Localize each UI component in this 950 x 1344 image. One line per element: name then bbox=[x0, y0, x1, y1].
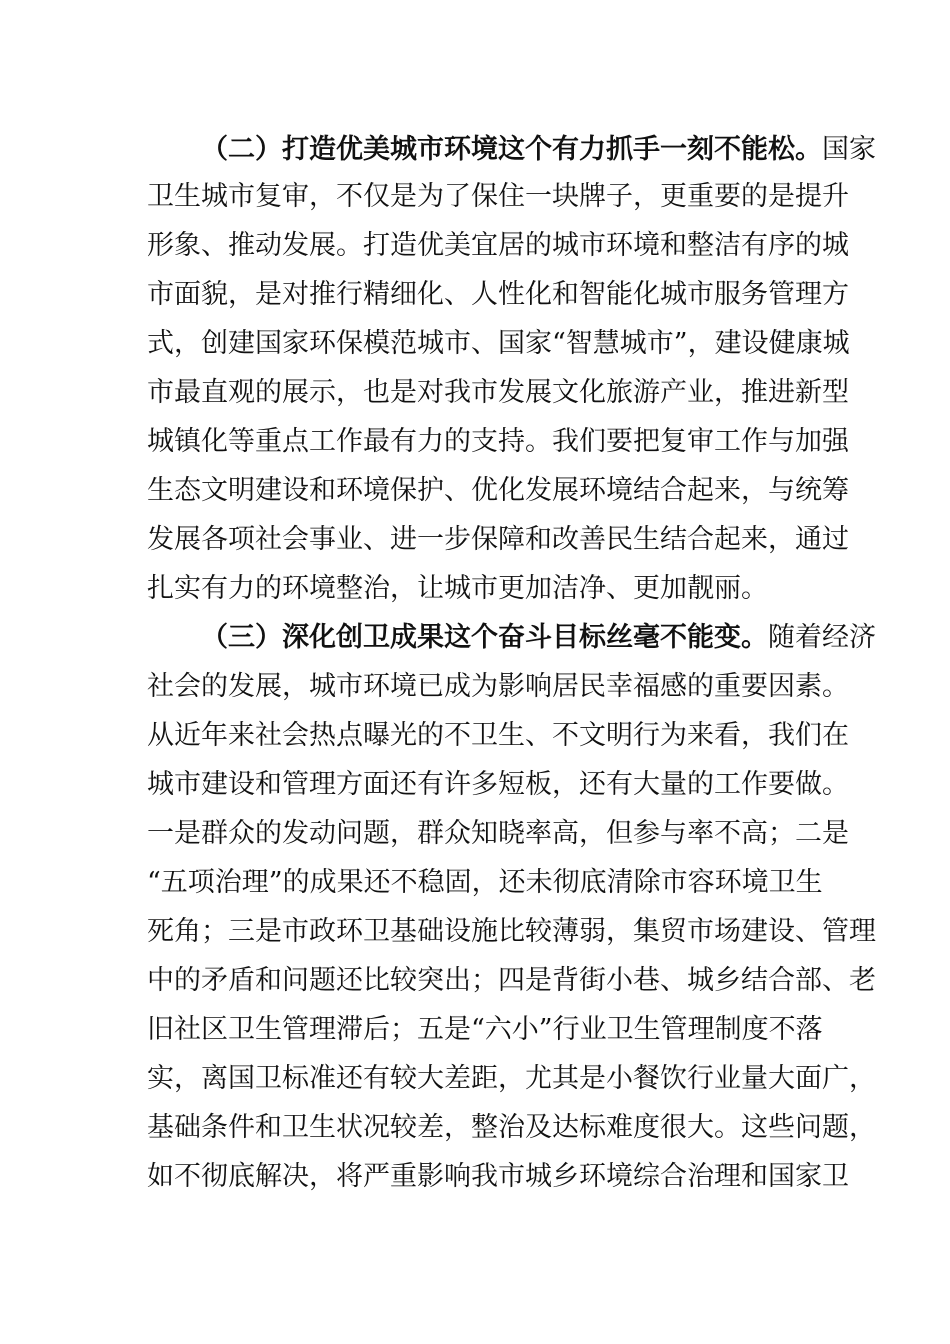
paragraph-1-line-1 bbox=[201, 130, 876, 170]
paragraph-2-text: 随着经济 bbox=[768, 622, 876, 653]
paragraph-1-line-2: 卫生城市复审，不仅是为了保住一块牌子，更重要的是提升 bbox=[147, 181, 849, 212]
paragraph-2-line-9: 旧社区卫生管理滞后；五是“六小”行业卫生管理制度不落 bbox=[147, 1014, 823, 1045]
paragraph-2-line-6: “五项治理”的成果还不稳固，还未彻底清除市容环境卫生 bbox=[147, 867, 823, 898]
paragraph-1-line-4: 市面貌，是对推行精细化、人性化和智能化城市服务管理方 bbox=[147, 279, 849, 310]
paragraph-2-line-2: 社会的发展，城市环境已成为影响居民幸福感的重要因素。 bbox=[147, 671, 849, 702]
paragraph-2-heading: （三）深化创卫成果这个奋斗目标丝毫不能变。 bbox=[201, 622, 768, 653]
paragraph-1-text: 国家 bbox=[822, 134, 876, 165]
paragraph-1-heading: （二）打造优美城市环境这个有力抓手一刻不能松。 bbox=[201, 134, 822, 165]
paragraph-2-line-5: 一是群众的发动问题，群众知晓率高，但参与率不高；二是 bbox=[147, 818, 849, 849]
paragraph-2-line-4: 城市建设和管理方面还有许多短板，还有大量的工作要做。 bbox=[147, 769, 849, 800]
paragraph-1-line-5: 式，创建国家环保模范城市、国家“智慧城市”，建设健康城 bbox=[147, 328, 850, 359]
paragraph-1-line-3: 形象、推动发展。打造优美宜居的城市环境和整洁有序的城 bbox=[147, 230, 849, 261]
paragraph-2-line-3: 从近年来社会热点曝光的不卫生、不文明行为来看，我们在 bbox=[147, 720, 849, 751]
paragraph-2-line-12: 如不彻底解决，将严重影响我市城乡环境综合治理和国家卫 bbox=[147, 1161, 849, 1192]
paragraph-2-line-11: 基础条件和卫生状况较差，整治及达标难度很大。这些问题， bbox=[147, 1112, 876, 1143]
paragraph-2-line-10: 实，离国卫标准还有较大差距，尤其是小餐饮行业量大面广， bbox=[147, 1063, 876, 1094]
paragraph-2-line-7: 死角；三是市政环卫基础设施比较薄弱，集贸市场建设、管理 bbox=[147, 916, 876, 947]
paragraph-1-line-8: 生态文明建设和环境保护、优化发展环境结合起来，与统筹 bbox=[147, 475, 849, 506]
paragraph-1-line-9: 发展各项社会事业、进一步保障和改善民生结合起来，通过 bbox=[147, 524, 849, 555]
paragraph-2-line-1 bbox=[201, 618, 876, 658]
paragraph-2-line-8: 中的矛盾和问题还比较突出；四是背街小巷、城乡结合部、老 bbox=[147, 965, 876, 996]
paragraph-1-line-7: 城镇化等重点工作最有力的支持。我们要把复审工作与加强 bbox=[147, 426, 849, 457]
paragraph-1-line-6: 市最直观的展示，也是对我市发展文化旅游产业，推进新型 bbox=[147, 377, 849, 408]
paragraph-1-line-10: 扎实有力的环境整治，让城市更加洁净、更加靓丽。 bbox=[147, 573, 768, 604]
